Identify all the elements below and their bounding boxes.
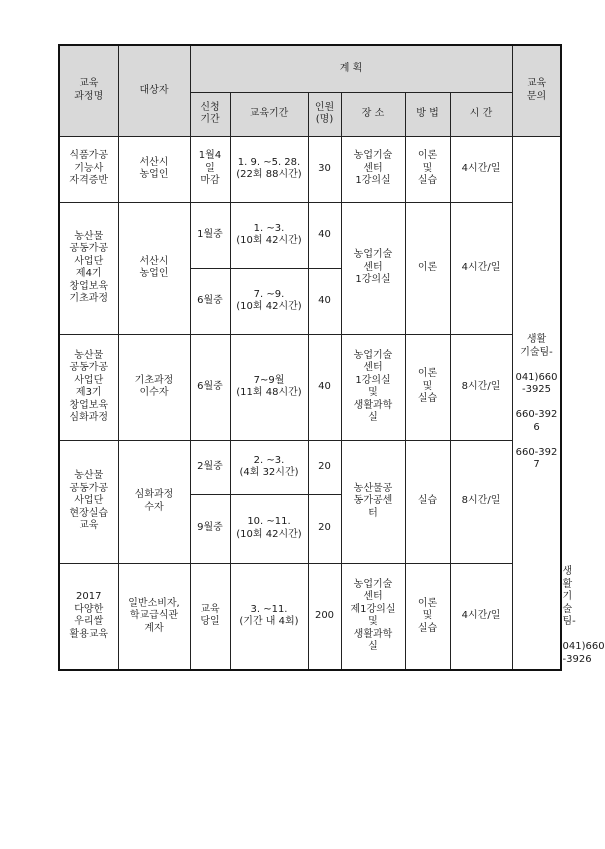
place: 농산물공 동가공센 터: [341, 440, 405, 563]
header-plan: 계 획: [190, 45, 512, 92]
header-place: 장 소: [341, 92, 405, 136]
method: 이론 및 실습: [405, 563, 450, 670]
apply-period: 2월중: [190, 440, 230, 494]
header-target: 대상자: [118, 45, 190, 136]
time: 8시간/일: [450, 440, 512, 563]
course-name: 2017 다양한 우리쌀 활용교육: [59, 563, 118, 670]
apply-period: 교육 당일: [190, 563, 230, 670]
edu-period: 1. ~3. (10회 42시간): [230, 202, 308, 268]
header-apply-period: 신청 기간: [190, 92, 230, 136]
method: 이론: [405, 202, 450, 334]
inquiry-contact: 생활 기술팀- 041)660 -3925 660-392 6 660-392 7: [512, 136, 561, 670]
method: 실습: [405, 440, 450, 563]
method: 이론 및 실습: [405, 334, 450, 440]
place: 농업기술 센터 1강의실: [341, 202, 405, 334]
apply-period: 1월중: [190, 202, 230, 268]
place: 농업기술 센터 1강의실 및 생활과학 실: [341, 334, 405, 440]
time: 8시간/일: [450, 334, 512, 440]
course-name: 농산물 공동가공 사업단 현장실습 교육: [59, 440, 118, 563]
course-name: 농산물 공동가공 사업단 제4기 창업보육 기초과정: [59, 202, 118, 334]
header-course: 교육 과정명: [59, 45, 118, 136]
method: 이론 및 실습: [405, 136, 450, 202]
headcount: 30: [308, 136, 341, 202]
header-edu-period: 교육기간: [230, 92, 308, 136]
headcount: 40: [308, 268, 341, 334]
time: 4시간/일: [450, 563, 512, 670]
header-time: 시 간: [450, 92, 512, 136]
header-method: 방 법: [405, 92, 450, 136]
apply-period: 6월중: [190, 334, 230, 440]
table-row: [59, 136, 561, 202]
table-row: [59, 334, 561, 440]
headcount: 200: [308, 563, 341, 670]
place: 농업기술 센터 1강의실: [341, 136, 405, 202]
table-row: 2017 다양한 우리쌀 활용교육 일반소비자, 학교급식관 계자 교육 당일 3. ~11. (기간 내 4회) 200 농업기술 센터 제1강의실 및 생활과학 실 이론 및 실습 4시간/일 생활 기술팀- 041)660 -3926: [59, 563, 561, 670]
table-row: [59, 440, 561, 494]
target-group: 기초과정 이수자: [118, 334, 190, 440]
target-group: 심화과정 수자: [118, 440, 190, 563]
apply-period: 9월중: [190, 494, 230, 563]
time: 4시간/일: [450, 202, 512, 334]
headcount: 40: [308, 202, 341, 268]
table-row: [59, 202, 561, 268]
edu-period: 7~9월 (11회 48시간): [230, 334, 308, 440]
edu-period: 2. ~3. (4회 32시간): [230, 440, 308, 494]
edu-period: 10. ~11. (10회 42시간): [230, 494, 308, 563]
target-group: 서산시 농업인: [118, 202, 190, 334]
target-group: 서산시 농업인: [118, 136, 190, 202]
apply-period: 6월중: [190, 268, 230, 334]
headcount: 40: [308, 334, 341, 440]
edu-period: 7. ~9. (10회 42시간): [230, 268, 308, 334]
education-plan-table: [58, 44, 605, 671]
course-name: 식품가공 기능사 자격증반: [59, 136, 118, 202]
header-headcount: 인원 (명): [308, 92, 341, 136]
apply-period: 1월4 일 마감: [190, 136, 230, 202]
edu-period: 3. ~11. (기간 내 4회): [230, 563, 308, 670]
time: 4시간/일: [450, 136, 512, 202]
place: 농업기술 센터 제1강의실 및 생활과학 실: [341, 563, 405, 670]
target-group: 일반소비자, 학교급식관 계자: [118, 563, 190, 670]
headcount: 20: [308, 440, 341, 494]
header-inquiry: 교육 문의: [512, 45, 561, 136]
course-name: 농산물 공동가공 사업단 제3기 창업보육 심화과정: [59, 334, 118, 440]
headcount: 20: [308, 494, 341, 563]
edu-period: 1. 9. ~5. 28. (22회 88시간): [230, 136, 308, 202]
